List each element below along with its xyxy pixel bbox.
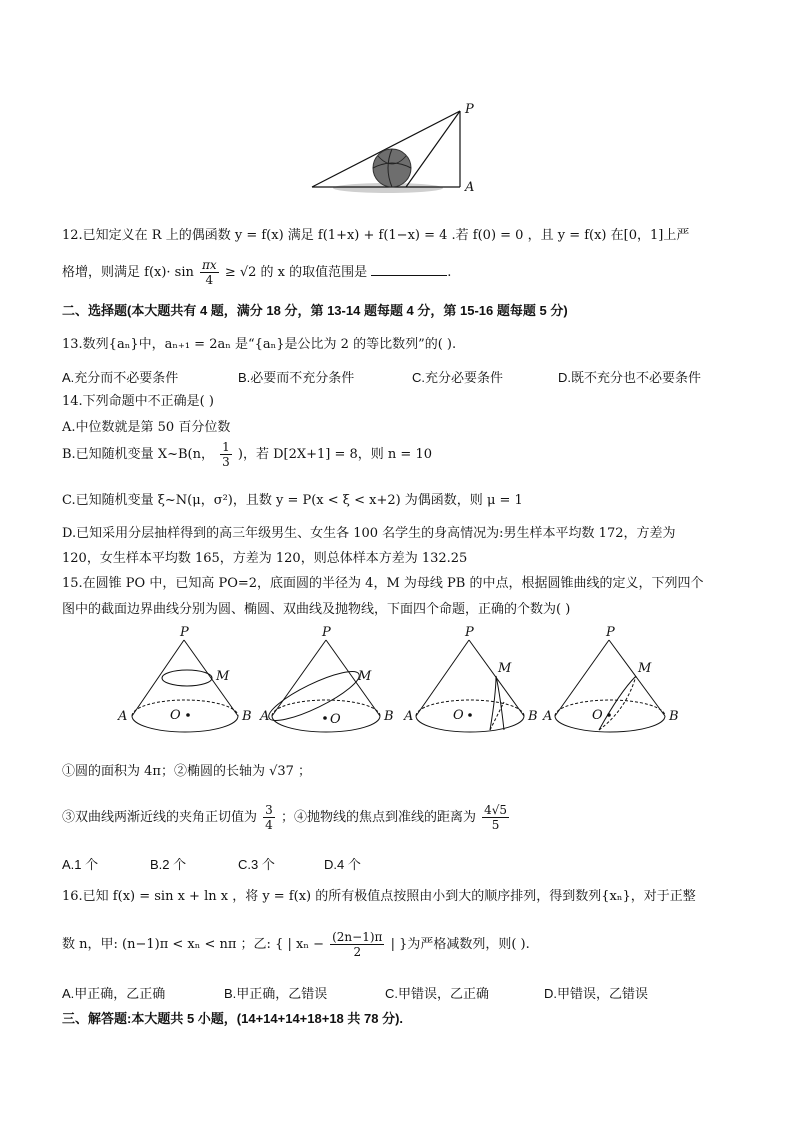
svg-text:P: P bbox=[322, 625, 331, 640]
q16-frac-num: (2n−1)π bbox=[332, 930, 383, 944]
label-P: P bbox=[465, 102, 474, 117]
q14-stem: 14.下列命题中不正确是( ) bbox=[62, 394, 214, 409]
q15-statements-3-4 bbox=[62, 803, 511, 832]
q14-option-a: A.中位数就是第 50 百分位数 bbox=[62, 420, 231, 435]
cone-hyperbola-section bbox=[403, 625, 538, 732]
svg-text:O: O bbox=[170, 708, 181, 723]
basketball-icon bbox=[373, 149, 411, 187]
q14-b-pre: B.已知随机变量 X~B(n， bbox=[62, 447, 214, 462]
q15-frac1-den: 4 bbox=[265, 818, 273, 832]
section2-title: 二、选择题(本大题共有 4 题，满分 18 分，第 13-14 题每题 4 分，第 15-16 题每题 5 分) bbox=[62, 303, 568, 318]
q15-fraction-2 bbox=[482, 803, 509, 832]
q15-option-a: A.1 个 bbox=[62, 857, 99, 872]
svg-text:O: O bbox=[453, 708, 464, 723]
q12-line2-end: . bbox=[447, 265, 452, 280]
label-A: A bbox=[465, 180, 475, 195]
q16-line2-pre: 数 n，甲: (n−1)π < xₙ < nπ ；乙: { | xₙ − bbox=[62, 937, 324, 952]
q15-line1: 15.在圆锥 PO 中，已知高 PO=2，底面圆的半径为 4，M 为母线 PB 的中点，根据圆锥曲线的定义，下列四个 bbox=[62, 576, 704, 591]
q14-b-fraction bbox=[220, 440, 232, 469]
q16-option-b: B.甲正确，乙错误 bbox=[224, 986, 328, 1001]
basketball-triangle-figure bbox=[300, 98, 490, 198]
inner-line bbox=[406, 111, 460, 187]
svg-text:B: B bbox=[384, 709, 394, 724]
q16-line1: 16.已知 f(x) = sin x + ln x ，将 y = f(x) 的所有极值点按照由小到大的顺序排列，得到数列{xₙ}，对于正整 bbox=[62, 889, 696, 904]
svg-text:M: M bbox=[638, 661, 652, 676]
svg-text:M: M bbox=[216, 669, 230, 684]
q13-option-b: B.必要而不充分条件 bbox=[238, 370, 355, 385]
q16-option-a: A.甲正确，乙正确 bbox=[62, 986, 166, 1001]
svg-text:P: P bbox=[465, 625, 474, 640]
q12-line1: 12.已知定义在 R 上的偶函数 y = f(x) 满足 f(1+x) + f(1−x) = 4 .若 f(0) = 0 ，且 y = f(x) 在[0，1]上严 bbox=[62, 228, 690, 243]
q14-b-frac-num: 1 bbox=[222, 440, 230, 454]
svg-text:A: A bbox=[118, 709, 128, 724]
svg-text:P: P bbox=[180, 625, 189, 640]
q13-stem: 13.数列{aₙ}中，aₙ₊₁ = 2aₙ 是“{aₙ}是公比为 2 的等比数列”的( ). bbox=[62, 337, 457, 352]
q16-line2-post: | }为严格减数列，则( ). bbox=[390, 937, 530, 952]
q16-option-c: C.甲错误，乙正确 bbox=[385, 986, 490, 1001]
q14-b-frac-den: 3 bbox=[222, 455, 230, 469]
q14-b-post: )，若 D[2X+1] = 8，则 n = 10 bbox=[237, 447, 432, 462]
q15-frac2-den: 5 bbox=[491, 818, 500, 832]
cones-figure bbox=[112, 622, 692, 740]
q15-statements-1-2: ①圆的面积为 4π；②椭圆的长轴为 √37 ； bbox=[62, 764, 312, 779]
q16-line2 bbox=[62, 930, 530, 959]
svg-text:B: B bbox=[528, 709, 538, 724]
cone-parabola-section bbox=[542, 625, 679, 732]
q14-option-c: C.已知随机变量 ξ~N(μ，σ²)，且数 y = P(x < ξ < x+2) 为偶函数，则 μ = 1 bbox=[62, 493, 523, 508]
svg-text:M: M bbox=[358, 669, 372, 684]
q12-line2-post: ≥ √2 的 x 的取值范围是 bbox=[224, 265, 368, 280]
svg-text:B: B bbox=[242, 709, 252, 724]
q15-option-b: B.2 个 bbox=[150, 857, 187, 872]
q12-frac-num: πx bbox=[202, 258, 217, 272]
q15-fraction-1 bbox=[263, 803, 275, 832]
q12-frac-den: 4 bbox=[205, 273, 214, 287]
q12-line2 bbox=[62, 258, 451, 287]
svg-text:O: O bbox=[330, 712, 341, 727]
q13-option-c: C.充分必要条件 bbox=[412, 370, 504, 385]
q15-stmt3-pre: ③双曲线两渐近线的夹角正切值为 bbox=[62, 810, 258, 825]
q14-option-d-line2: 120，女生样本平均数 165，方差为 120，则总体样本方差为 132.25 bbox=[62, 551, 468, 566]
q15-option-d: D.4 个 bbox=[324, 857, 361, 872]
q15-frac1-num: 3 bbox=[265, 803, 273, 817]
q16-fraction bbox=[330, 930, 384, 959]
q15-frac2-num: 4√5 bbox=[484, 803, 508, 817]
q16-frac-den: 2 bbox=[353, 945, 362, 959]
q12-line2-pre: 格增，则满足 f(x)· sin bbox=[62, 265, 194, 280]
q15-line2: 图中的截面边界曲线分别为圆、椭圆、双曲线及抛物线，下面四个命题，正确的个数为( ) bbox=[62, 602, 571, 617]
q12-answer-blank bbox=[371, 263, 447, 276]
q14-option-b bbox=[62, 440, 432, 469]
svg-text:A: A bbox=[543, 709, 553, 724]
q12-fraction bbox=[200, 258, 219, 287]
q13-option-a: A.充分而不必要条件 bbox=[62, 370, 179, 385]
q16-option-d: D.甲错误，乙错误 bbox=[544, 986, 649, 1001]
svg-text:A: A bbox=[260, 709, 270, 724]
svg-text:P: P bbox=[606, 625, 615, 640]
svg-text:A: A bbox=[404, 709, 414, 724]
cone-circle-section bbox=[117, 625, 252, 732]
q14-option-d-line1: D.已知采用分层抽样得到的高三年级男生、女生各 100 名学生的身高情况为:男生样本平均数 172，方差为 bbox=[62, 526, 676, 541]
section3-title: 三、解答题:本大题共 5 小题，(14+14+14+18+18 共 78 分). bbox=[62, 1011, 404, 1026]
q15-option-c: C.3 个 bbox=[238, 857, 275, 872]
svg-text:O: O bbox=[592, 708, 603, 723]
svg-text:M: M bbox=[498, 661, 512, 676]
cone-ellipse-section bbox=[259, 625, 394, 732]
svg-text:B: B bbox=[669, 709, 679, 724]
q13-option-d: D.既不充分也不必要条件 bbox=[558, 370, 702, 385]
q15-stmt4-pre: ；④抛物线的焦点到准线的距离为 bbox=[280, 810, 476, 825]
